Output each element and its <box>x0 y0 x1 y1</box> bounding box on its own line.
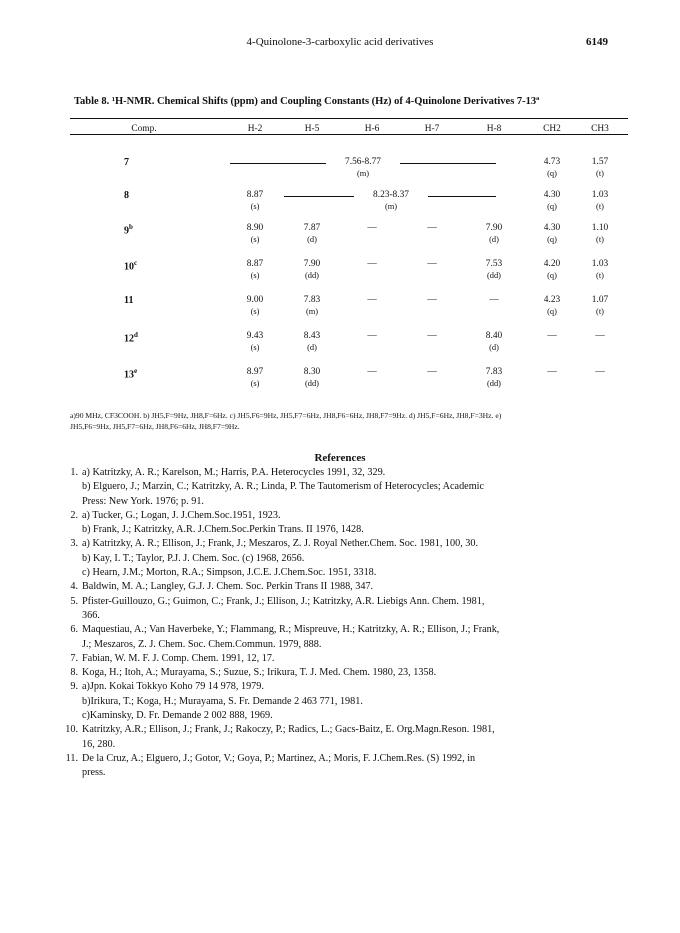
cell-h2 <box>235 367 275 389</box>
cell-h8 <box>474 367 514 389</box>
page-header <box>0 36 680 52</box>
footnote-line: a)90 MHz, CF3COOH. b) JH5,F=9Hz, JH8,F=6Hz. c) JH5,F6=9Hz, JH5,F7=6Hz, JH8,F6=6Hz, JH8,F7=9Hz. d) JH5,F=6Hz, JH8,F=3Hz. e) <box>70 411 502 420</box>
shift: 4.73 <box>543 157 561 167</box>
multiplicity: (t) <box>596 169 604 178</box>
cell-h6 <box>352 223 392 234</box>
compound-number: 11 <box>124 295 134 306</box>
shift: — <box>427 223 437 233</box>
shift: — <box>595 331 605 341</box>
reference-item <box>70 666 634 680</box>
reference-number: 3. <box>70 538 78 550</box>
compound-number: 9 <box>124 225 129 237</box>
reference-line: Pfister-Guillouzo, G.; Guimon, C.; Frank, J.; Ellison, J.; Katritzky, A.R. Liebigs Ann. Chem. 1981, <box>82 595 485 607</box>
shift: 9.00 <box>246 295 264 305</box>
multiplicity: (d) <box>307 235 317 244</box>
shift: — <box>427 259 437 269</box>
compound-number: 12 <box>124 333 134 345</box>
cell-h7 <box>412 259 452 270</box>
cell-h5 <box>292 223 332 245</box>
reference-line: c) Hearn, J.M.; Morton, R.A.; Simpson, J.C.E. J.Chem.Soc. 1951, 3318. <box>82 567 377 579</box>
shift: 1.03 <box>591 190 609 200</box>
reference-line: b) Frank, J.; Katritzky, A.R. J.Chem.Soc.Perkin Trans. II 1976, 1428. <box>82 524 364 536</box>
shift: 8.97 <box>246 367 264 377</box>
multiplicity: (m) <box>305 307 319 316</box>
col-header-h6: H-6 <box>364 124 380 134</box>
compound-id <box>124 223 164 236</box>
shift: — <box>367 259 377 269</box>
cell-h6 <box>352 295 392 306</box>
reference-number: 4. <box>70 581 78 593</box>
reference-line: Maquestiau, A.; Van Haverbeke, Y.; Flammang, R.; Mispreuve, H.; Katritzky, A. R.; Ellison, J.; Frank, <box>82 624 500 636</box>
cell-ch2 <box>532 223 572 245</box>
reference-number: 2. <box>70 509 78 521</box>
reference-number: 1. <box>70 467 78 478</box>
cell-h7 <box>412 295 452 306</box>
compound-id <box>124 295 164 306</box>
reference-line: b) Kay, I. T.; Taylor, P.J. J. Chem. Soc. (c) 1968, 2656. <box>82 552 305 564</box>
cell-h5 <box>292 367 332 389</box>
reference-line: Baldwin, M. A.; Langley, G.J. J. Chem. Soc. Perkin Trans II 1988, 347. <box>82 581 374 593</box>
cell-ch3 <box>580 367 620 378</box>
cell-h2 <box>235 190 275 212</box>
shift: 1.10 <box>591 223 609 233</box>
multiplicity: (m) <box>355 201 427 212</box>
span-cell <box>354 190 428 212</box>
multiplicity: (d) <box>307 343 317 352</box>
cell-ch3 <box>580 157 620 179</box>
table-row <box>70 157 628 183</box>
compound-id: 8 <box>124 190 129 201</box>
table-caption: Table 8. ¹H-NMR. Chemical Shifts (ppm) and Coupling Constants (Hz) of 4-Quinolone Derivatives 7-13ª <box>74 96 540 107</box>
multiplicity: (s) <box>250 202 260 211</box>
cell-h7 <box>412 223 452 234</box>
table-row <box>70 190 628 216</box>
reference-line: a) Tucker, G.; Logan, J. J.Chem.Soc.1951, 1923. <box>82 509 281 521</box>
multiplicity: (s) <box>250 379 260 388</box>
reference-item <box>70 680 634 723</box>
multiplicity: (q) <box>547 235 557 244</box>
shift: 4.23 <box>543 295 561 305</box>
reference-line: a)Jpn. Kokai Tokkyo Koho 79 14 978, 1979. <box>82 681 264 693</box>
shift: 4.30 <box>543 223 561 233</box>
reference-line: a) Katritzky, A. R.; Ellison, J.; Frank, J.; Meszaros, Z. J. Royal Nether.Chem. Soc. 1981, 100, 30. <box>82 538 479 550</box>
reference-line: Katritzky, A.R.; Ellison, J.; Frank, J.; Rakoczy, P.; Radics, L.; Gacs-Baitz, E. Org.Magn.Reson. 1981, <box>82 724 495 736</box>
shift: 8.40 <box>485 331 503 341</box>
shift: 8.30 <box>303 367 321 377</box>
cell-h6 <box>352 331 392 342</box>
reference-item <box>70 466 634 509</box>
cell-ch2 <box>532 331 572 342</box>
footnote-line: JH5,F6=9Hz, JH5,F7=6Hz, JH8,F6=6Hz, JH8,F7=9Hz. <box>70 422 240 431</box>
table-row <box>70 295 628 321</box>
shift: 4.20 <box>543 259 561 269</box>
table-footnote <box>70 410 632 432</box>
shift: — <box>427 367 437 377</box>
reference-line: press. <box>82 767 106 779</box>
shift: 7.87 <box>303 223 321 233</box>
shift: 7.83 <box>485 367 503 377</box>
multiplicity: (q) <box>547 307 557 316</box>
reference-number: 8. <box>70 667 78 679</box>
references-title: References <box>314 452 366 464</box>
compound-id <box>124 331 164 344</box>
shift: 4.30 <box>543 190 561 200</box>
shift: 7.53 <box>485 259 503 269</box>
cell-h2 <box>235 331 275 353</box>
cell-ch3 <box>580 223 620 245</box>
table-row <box>70 223 628 249</box>
cell-ch3 <box>580 259 620 281</box>
shift: 1.07 <box>591 295 609 305</box>
cell-ch3 <box>580 331 620 342</box>
shift-range: 7.56-8.77 <box>345 157 381 167</box>
col-header-h7: H-7 <box>424 124 440 134</box>
compound-number: 13 <box>124 369 134 381</box>
multiplicity: (m) <box>327 168 399 179</box>
col-header-h2: H-2 <box>247 124 263 134</box>
shift: 7.90 <box>303 259 321 269</box>
table-row <box>70 259 628 285</box>
cell-h2 <box>235 223 275 245</box>
shift: 8.87 <box>246 190 264 200</box>
cell-ch2 <box>532 157 572 179</box>
cell-h7 <box>412 331 452 342</box>
reference-item <box>70 537 634 580</box>
reference-item <box>70 595 634 624</box>
reference-line: Press: New York. 1976; p. 91. <box>82 495 204 507</box>
col-header-ch2: CH2 <box>543 124 561 134</box>
multiplicity: (s) <box>250 343 260 352</box>
cell-ch3 <box>580 295 620 317</box>
reference-item <box>65 752 634 781</box>
compound-note-mark: c <box>134 259 138 267</box>
multiplicity: (dd) <box>487 379 501 388</box>
shift: — <box>547 331 557 341</box>
cell-h2 <box>235 259 275 281</box>
compound-number: 10 <box>124 261 134 273</box>
multiplicity: (dd) <box>305 379 319 388</box>
multiplicity: (dd) <box>305 271 319 280</box>
compound-id: 7 <box>124 157 129 168</box>
reference-item <box>70 623 634 652</box>
reference-line: b)Irikura, T.; Koga, H.; Murayama, S. Fr. Demande 2 463 771, 1981. <box>82 695 363 707</box>
col-header-comp: Comp. <box>131 124 157 134</box>
reference-number: 11. <box>65 752 78 764</box>
multiplicity: (d) <box>489 235 499 244</box>
cell-h8 <box>474 331 514 353</box>
cell-h7 <box>412 367 452 378</box>
shift: 8.43 <box>303 331 321 341</box>
reference-line: Fabian, W. M. F. J. Comp. Chem. 1991, 12, 17. <box>82 652 275 664</box>
multiplicity: (q) <box>547 169 557 178</box>
reference-number: 7. <box>70 652 78 664</box>
compound-id <box>124 259 164 272</box>
shift: 1.03 <box>591 259 609 269</box>
reference-item <box>70 509 634 538</box>
col-header-ch3: CH3 <box>591 124 609 134</box>
cell-h8 <box>474 223 514 245</box>
multiplicity: (t) <box>596 235 604 244</box>
cell-h2 <box>235 295 275 317</box>
cell-h5 <box>292 331 332 353</box>
col-header-h8: H-8 <box>486 124 502 134</box>
cell-h8 <box>474 259 514 281</box>
reference-line: 366. <box>82 609 100 621</box>
reference-number: 10. <box>65 724 78 736</box>
reference-item <box>65 723 634 752</box>
compound-note-mark: b <box>129 223 133 231</box>
table-row <box>70 331 628 357</box>
cell-ch3 <box>580 190 620 212</box>
table-row <box>70 367 628 393</box>
shift: — <box>595 367 605 377</box>
cell-h6 <box>352 367 392 378</box>
cell-ch2 <box>532 190 572 212</box>
shift: 1.57 <box>591 157 609 167</box>
shift: — <box>367 295 377 305</box>
shift: 8.87 <box>246 259 264 269</box>
multiplicity: (s) <box>250 271 260 280</box>
reference-line: c)Kaminsky, D. Fr. Demande 2 002 888, 1969. <box>82 710 273 722</box>
reference-line: b) Elguero, J.; Marzin, C.; Katritzky, A. R.; Linda, P. The Tautomerism of Heterocycles; Academic <box>82 481 484 493</box>
cell-h5 <box>292 295 332 317</box>
shift-range: 8.23-8.37 <box>373 190 409 200</box>
shift: — <box>427 295 437 305</box>
reference-line: a) Katritzky, A. R.; Karelson, M.; Harris, P.A. Heterocycles 1991, 32, 329. <box>82 467 386 478</box>
multiplicity: (q) <box>547 202 557 211</box>
shift: — <box>367 223 377 233</box>
shift: — <box>367 367 377 377</box>
multiplicity: (t) <box>596 307 604 316</box>
multiplicity: (q) <box>547 271 557 280</box>
multiplicity: (t) <box>596 202 604 211</box>
cell-ch2 <box>532 367 572 378</box>
reference-number: 6. <box>70 624 78 636</box>
cell-h5 <box>292 259 332 281</box>
multiplicity: (t) <box>596 271 604 280</box>
multiplicity: (dd) <box>487 271 501 280</box>
compound-note-mark: d <box>134 331 138 339</box>
cell-ch2 <box>532 295 572 317</box>
running-title: 4-Quinolone-3-carboxylic acid derivatives <box>246 36 434 48</box>
multiplicity: (d) <box>489 343 499 352</box>
col-header-h5: H-5 <box>304 124 320 134</box>
shift: 8.90 <box>246 223 264 233</box>
shift: — <box>427 331 437 341</box>
reference-number: 9. <box>70 681 78 693</box>
multiplicity: (s) <box>250 307 260 316</box>
reference-line: Koga, H.; Itoh, A.; Murayama, S.; Suzue, S.; Irikura, T. J. Med. Chem. 1980, 23, 1358. <box>82 667 437 679</box>
reference-item <box>70 652 634 666</box>
shift: 7.90 <box>485 223 503 233</box>
shift: 9.43 <box>246 331 264 341</box>
reference-number: 5. <box>70 595 78 607</box>
cell-h8 <box>474 295 514 306</box>
compound-note-mark: e <box>134 367 138 375</box>
reference-line: De la Cruz, A.; Elguero, J.; Gotor, V.; Goya, P.; Martinez, A.; Moris, F. J.Chem.Res. (S) 1992, in <box>82 752 476 764</box>
shift: — <box>547 367 557 377</box>
cell-ch2 <box>532 259 572 281</box>
span-cell <box>326 157 400 179</box>
shift: — <box>489 295 499 305</box>
table-top-rule <box>70 118 628 119</box>
shift: — <box>367 331 377 341</box>
shift: 7.83 <box>303 295 321 305</box>
references-list <box>65 466 634 781</box>
reference-line: 16, 280. <box>82 738 116 750</box>
reference-line: J.; Meszaros, Z. J. Chem. Soc. Chem.Commun. 1979, 888. <box>82 638 322 650</box>
compound-id <box>124 367 164 380</box>
reference-item <box>70 580 634 594</box>
page-number: 6149 <box>586 36 608 48</box>
cell-h6 <box>352 259 392 270</box>
multiplicity: (s) <box>250 235 260 244</box>
